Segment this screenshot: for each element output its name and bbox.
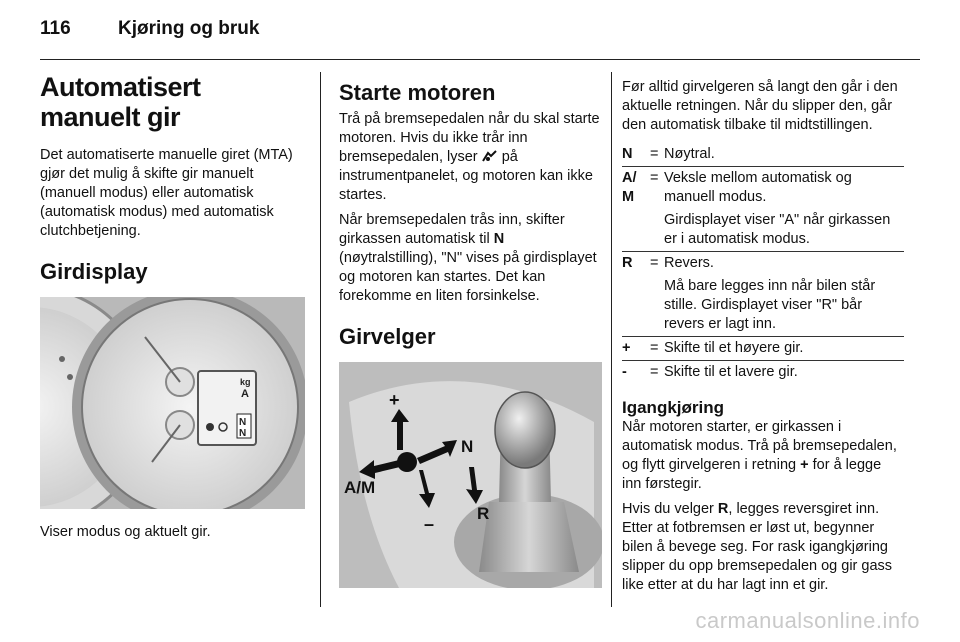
start-paragraph-2: Når bremsepedalen trås inn, skifter girkassen automatisk til N (nøytralstilling), "N" vises på girdisplayet og motoren kan startes. Det kan forekomme en liten forsinkelse. <box>339 212 597 304</box>
selector-label-minus: – <box>424 514 435 534</box>
def-row-r: R = Revers. <box>622 255 714 271</box>
gear-selector-figure <box>339 362 602 588</box>
page-header <box>40 18 259 40</box>
main-title: Automatisert manuelt gir <box>40 72 201 132</box>
def-row-am: A/ M = Veksle mellom automatisk og manuell modus. <box>622 170 852 205</box>
start-engine-heading: Starte motoren <box>339 80 496 105</box>
start-paragraph-1: Trå på bremsepedalen når du skal starte motoren. Hvis du ikke trår inn bremsepedalen, lyser på instrumentpanelet, og motoren kan ikke startes. <box>339 111 600 203</box>
moving-paragraph-2: Hvis du velger R, legges reversgiret inn. Etter at fotbremsen er løst ut, begynner bilen å bevege seg. For rask igangkjøring slipper du opp bremsepedalen og gir gass like etter at du har lagt inn et gir. <box>622 501 893 593</box>
selector-label-plus: + <box>389 390 400 410</box>
gear-selector-illustration <box>339 362 602 588</box>
selector-definitions <box>622 145 904 382</box>
display-kg-text: kg <box>240 377 251 387</box>
selector-heading: Girvelger <box>339 324 436 349</box>
def-r-extra: Må bare legges inn når bilen står stille. Girdisplayet viser "R" bår revers er lagt inn. <box>664 278 876 332</box>
selector-label-n: N <box>461 437 474 456</box>
column-divider-2 <box>611 72 612 607</box>
moving-off-heading: Igangkjøring <box>622 398 724 417</box>
selector-intro: Før alltid girvelgeren så langt den går i den aktuelle retningen. Når du slipper den, går den automatisk tilbake til midtstillingen. <box>622 79 898 133</box>
header-rule <box>40 59 920 60</box>
intro-paragraph: Det automatiserte manuelle giret (MTA) gjør det mulig å skifte gir manuelt (manuell modus) eller automatisk (automatisk modus) med automatisk clutchbetjening. <box>40 147 293 239</box>
def-separator <box>622 251 904 252</box>
def-separator <box>622 336 904 337</box>
column-divider-1 <box>320 72 321 607</box>
instrument-cluster-illustration <box>40 297 305 509</box>
figure-caption: Viser modus og aktuelt gir. <box>40 524 211 540</box>
def-separator <box>622 166 904 167</box>
gear-display-heading: Girdisplay <box>40 259 148 284</box>
selector-label-am: A/M <box>344 478 376 497</box>
page-number: 116 <box>40 18 71 39</box>
column-1 <box>40 72 305 542</box>
selector-label-r: R <box>477 504 490 523</box>
def-row-plus: + = Skifte til et høyere gir. <box>622 340 804 356</box>
def-row-n: N = Nøytral. <box>622 146 715 162</box>
foot-brake-icon <box>482 150 498 162</box>
def-separator <box>622 360 904 361</box>
watermark: carmanualsonline.info <box>695 608 920 633</box>
moving-paragraph-1: Når motoren starter, er girkassen i automatisk modus. Trå på bremsepedalen, og flytt girvelgeren i retning + for å legge inn førstegir. <box>622 419 897 492</box>
display-mode-text: A <box>241 388 249 400</box>
column-2 <box>339 72 604 588</box>
section-title: Kjøring og bruk <box>118 18 260 39</box>
display-gear-top: N <box>239 417 247 428</box>
column-3 <box>622 78 904 601</box>
def-am-extra: Girdisplayet viser "A" når girkassen er i automatisk modus. <box>664 212 891 247</box>
display-gear-bottom: N <box>239 428 247 439</box>
gear-display-figure <box>40 297 305 509</box>
def-row-minus: - = Skifte til et lavere gir. <box>622 364 798 380</box>
